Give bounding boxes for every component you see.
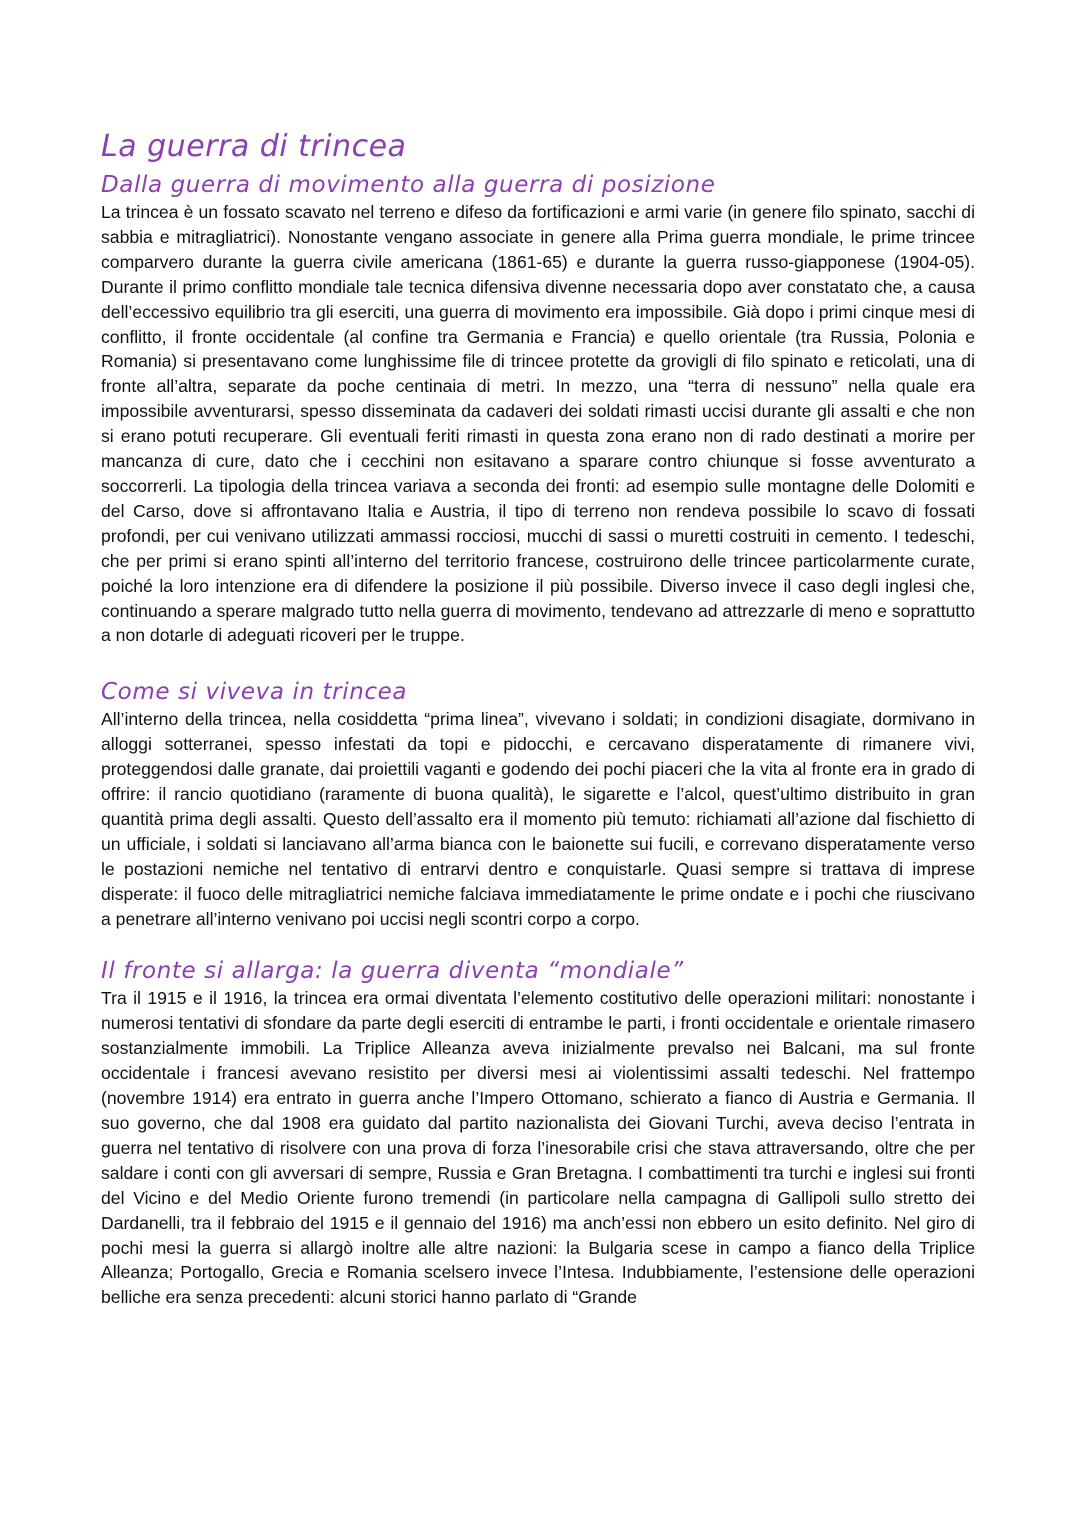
section-heading-fronte-mondiale: Il fronte si allarga: la guerra diventa “mondiale” — [101, 958, 684, 985]
page-title: La guerra di trincea — [101, 129, 407, 164]
section-heading-vita-trincea: Come si viveva in trincea — [101, 679, 408, 706]
section-heading-movimento: Dalla guerra di movimento alla guerra di posizione — [101, 172, 716, 198]
section-body-fronte-mondiale: Tra il 1915 e il 1916, la trincea era ormai diventata l’elemento costitutivo delle operazioni militari: nonostante i numerosi tentativi di sfondare da parte degli eserciti di entrambe le parti, i fronti occidentale e orientale rimasero sostanzialmente immobili. La Triplice Alleanza aveva inizialmente prevalso nei Balcani, ma sul fronte occidentale i francesi avevano resistito per diversi mesi ai violentissimi assalti tedeschi. Nel frattempo (novembre 1914) era entrato in guerra anche l’Impero Ottomano, schierato a fianco di Austria e Germania. Il suo governo, che dal 1908 era guidato dal partito nazionalista dei Giovani Turchi, aveva deciso l’entrata in guerra nel tentativo di risolvere con una prova di forza l’inesorabile crisi che stava attraversando, oltre che per saldare i conti con gli avversari di sempre, Russia e Gran Bretagna. I combattimenti tra turchi e inglesi sui fronti del Vicino e del Medio Oriente furono tremendi (in particolare nella campagna di Gallipoli sullo stretto dei Dardanelli, tra il febbraio del 1915 e il gennaio del 1916) ma anch’essi non ebbero un esito definito. Nel giro di pochi mesi la guerra si allargò inoltre alle altre nazioni: la Bulgaria scese in campo a fianco della Triplice Alleanza; Portogallo, Grecia e Romania scelsero invece l’Intesa. Indubbiamente, l’estensione delle operazioni belliche era senza precedenti: alcuni storici hanno parlato di “Grande — [101, 988, 975, 1308]
section-body-vita-trincea: All’interno della trincea, nella cosiddetta “prima linea”, vivevano i soldati; in condizioni disagiate, dormivano in alloggi sotterranei, spesso infestati da topi e pidocchi, e cercavano disperatamente di rimanere vivi, proteggendosi dalle granate, dai proiettili vaganti e godendo dei pochi piaceri che la vita al fronte era in grado di offrire: il rancio quotidiano (raramente di buona qualità), le sigarette e l’alcol, quest’ultimo distribuito in gran quantità prima degli assalti. Questo dell’assalto era il momento più temuto: richiamati all’azione dal fischietto di un ufficiale, i soldati si lanciavano all’arma bianca con le baionette sui fucili, e correvano disperatamente verso le postazioni nemiche nel tentativo di entrarvi dentro e conquistarle. Quasi sempre si trattava di imprese disperate: il fuoco delle mitragliatrici nemiche falciava immediatamente le prime ondate e i pochi che riuscivano a penetrare all’interno venivano poi uccisi negli scontri corpo a corpo. — [101, 709, 975, 929]
section-spacer — [101, 648, 975, 675]
section-spacer — [101, 931, 975, 956]
document-page — [101, 128, 975, 1310]
section-body-movimento: La trincea è un fossato scavato nel terreno e difeso da fortificazioni e armi varie (in genere filo spinato, sacchi di sabbia e mitragliatrici). Nonostante vengano associate in genere alla Prima guerra mondiale, le prime trincee comparvero durante la guerra civile americana (1861-65) e durante la guerra russo-giapponese (1904-05). Durante il primo conflitto mondiale tale tecnica difensiva divenne necessaria dopo aver constatato che, a causa dell’eccessivo equilibrio tra gli eserciti, una guerra di movimento era impossibile. Già dopo i primi cinque mesi di conflitto, il fronte occidentale (al confine tra Germania e Francia) e quello orientale (tra Russia, Polonia e Romania) si presentavano come lunghissime file di trincee protette da grovigli di filo spinato e reticolati, una di fronte all’altra, separate da poche centinaia di metri. In mezzo, una “terra di nessuno” nella quale era impossibile avventurarsi, spesso disseminata da cadaveri dei soldati rimasti uccisi durante gli assalti e che non si erano potuti recuperare. Gli eventuali feriti rimasti in questa zona erano non di rado destinati a morire per mancanza di cure, dato che i cecchini non esitavano a sparare contro chiunque si fosse avventurato a soccorrerli. La tipologia della trincea variava a seconda dei fronti: ad esempio sulle montagne delle Dolomiti e del Carso, dove si affrontavano Italia e Austria, il tipo di terreno non rendeva possibile lo scavo di fossati profondi, per cui venivano utilizzati ammassi rocciosi, mucchi di sassi o muretti costruiti in cemento. I tedeschi, che per primi si erano spinti all’interno del territorio francese, costruirono delle trincee particolarmente curate, poiché la loro intenzione era di difendere la posizione il più possibile. Diverso invece il caso degli inglesi che, continuando a sperare malgrado tutto nella guerra di movimento, tendevano ad attrezzarle di meno e soprattutto a non dotarle di adeguati ricoveri per le truppe. — [101, 202, 975, 646]
